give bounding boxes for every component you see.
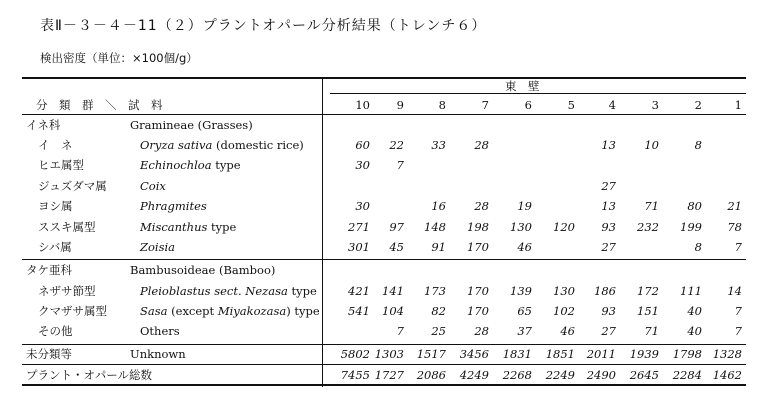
table-cell: 10 [644, 138, 659, 152]
table-cell: 2268 [502, 368, 532, 382]
row-label-ja: ヨシ属 [38, 199, 73, 213]
total-rule [22, 364, 746, 365]
table-cell: 4249 [459, 368, 489, 382]
sample-header: 9 [396, 98, 404, 112]
table-cell: 104 [382, 304, 404, 318]
table-cell: 2645 [629, 368, 659, 382]
table-cell: 170 [467, 240, 489, 254]
label-divider [322, 78, 323, 387]
table-cell: 2284 [672, 368, 702, 382]
row-label-ja: シバ属 [38, 240, 72, 254]
table-cell: 1462 [712, 368, 742, 382]
table-cell: 8 [694, 240, 702, 254]
header-rule [22, 114, 746, 115]
table-cell: 46 [560, 324, 575, 338]
group-header: 東 壁 [505, 79, 540, 93]
table-cell: 7 [734, 240, 742, 254]
table-cell: 27 [601, 179, 616, 193]
row-label-ja: プラント・オパール総数 [26, 368, 153, 382]
sample-header: 5 [567, 98, 575, 112]
row-label-ja: イネ科 [26, 118, 61, 132]
table-cell: 40 [687, 304, 702, 318]
row-label-en-part: Bambusoideae (Bamboo) [130, 263, 276, 277]
bamboo-rule [22, 259, 746, 260]
table-cell: 301 [348, 240, 370, 254]
row-label-ja: タケ亜科 [26, 263, 72, 277]
row-label-en [130, 347, 186, 361]
table-cell: 13 [601, 138, 616, 152]
row-label-en-part: Gramineae (Grasses) [130, 118, 253, 132]
row-label-en-part: Sasa [140, 304, 172, 318]
table-cell: 2490 [586, 368, 616, 382]
table-cell: 46 [517, 240, 532, 254]
row-label-ja: その他 [38, 324, 73, 338]
row-label-ja: ネザサ節型 [38, 284, 96, 298]
row-label-en [140, 199, 207, 213]
table-cell: 1831 [502, 347, 532, 361]
table-cell: 19 [517, 199, 532, 213]
table-cell: 7455 [340, 368, 370, 382]
table-cell: 7 [734, 324, 742, 338]
table-cell: 1798 [672, 347, 702, 361]
table-cell: 120 [553, 220, 575, 234]
row-label-en-part: type [287, 284, 317, 298]
row-label-en [140, 158, 241, 172]
table-cell: 130 [510, 220, 532, 234]
row-label-en-part: type [211, 158, 241, 172]
row-label-en-part: Miscanthus [140, 220, 208, 234]
row-label-ja: 未分類等 [26, 347, 72, 361]
table-cell: 170 [467, 284, 489, 298]
row-label-en-part: Miyakozasa [217, 304, 287, 318]
row-label-ja: ヒエ属型 [38, 158, 84, 172]
row-label-en-part: Pleioblastus sect. Nezasa [140, 284, 288, 298]
table-cell: 25 [431, 324, 446, 338]
table-cell: 71 [644, 199, 659, 213]
unit-label: 検出密度（単位：×100個/g） [40, 51, 198, 65]
table-cell: 7 [396, 324, 404, 338]
table-cell: 37 [517, 324, 532, 338]
table-cell: 30 [355, 199, 370, 213]
table-cell: 93 [601, 220, 616, 234]
table-cell: 1517 [416, 347, 446, 361]
row-label-ja: イ ネ [38, 138, 73, 152]
table-cell: 173 [424, 284, 446, 298]
table-cell: 16 [431, 199, 446, 213]
table-cell: 93 [601, 304, 616, 318]
row-label-en-part: Unknown [130, 347, 186, 361]
table-cell: 97 [389, 220, 404, 234]
table-cell: 13 [601, 199, 616, 213]
row-label-ja: クマザサ属型 [38, 304, 107, 318]
table-cell: 14 [727, 284, 742, 298]
table-title: 表Ⅱ－３－４－11（２）プラントオパール分析結果（トレンチ６） [40, 18, 487, 34]
table-cell: 421 [348, 284, 370, 298]
row-label-en-part: (except [171, 304, 218, 318]
row-label-en [140, 179, 166, 193]
table-cell: 102 [553, 304, 575, 318]
table-cell: 2086 [416, 368, 446, 382]
row-label-en-part: Phragmites [140, 199, 207, 213]
table-cell: 5802 [340, 347, 370, 361]
row-label-en-part: type [207, 220, 237, 234]
row-label-ja: ジュズダマ属 [38, 179, 107, 193]
table-cell: 45 [389, 240, 404, 254]
sample-header: 3 [651, 98, 659, 112]
row-label-en-part: Echinochloa [140, 158, 212, 172]
row-label-en [140, 324, 180, 338]
table-cell: 78 [727, 220, 742, 234]
group-rule [330, 93, 746, 94]
table-cell: 1303 [374, 347, 404, 361]
table-cell: 71 [644, 324, 659, 338]
table-cell: 111 [680, 284, 702, 298]
row-label-en [140, 240, 175, 254]
row-label-en-part: Coix [140, 179, 166, 193]
table-cell: 28 [474, 138, 489, 152]
table-cell: 172 [637, 284, 659, 298]
table-cell: 82 [431, 304, 446, 318]
table-cell: 1328 [712, 347, 742, 361]
table-cell: 130 [553, 284, 575, 298]
table-cell: 21 [727, 199, 742, 213]
sample-header: 7 [481, 98, 489, 112]
unknown-rule [22, 344, 746, 345]
table-cell: 2249 [545, 368, 575, 382]
row-label-en [140, 138, 304, 152]
table-cell: 1851 [545, 347, 575, 361]
table-cell: 7 [396, 158, 404, 172]
row-label-en-part: Oryza sativa [140, 138, 213, 152]
table-cell: 186 [594, 284, 616, 298]
row-label-en [130, 263, 275, 277]
row-label-en [140, 304, 320, 318]
table-cell: 170 [467, 304, 489, 318]
table-cell: 271 [348, 220, 370, 234]
table-cell: 30 [355, 158, 370, 172]
sample-header: 6 [524, 98, 532, 112]
table-cell: 141 [382, 284, 404, 298]
table-cell: 33 [431, 138, 446, 152]
sample-header: 8 [438, 98, 446, 112]
table-cell: 148 [424, 220, 446, 234]
table-cell: 8 [694, 138, 702, 152]
table-cell: 1939 [629, 347, 659, 361]
row-label-en-part: Zoisia [140, 240, 176, 254]
table-cell: 232 [637, 220, 659, 234]
sample-header: 10 [355, 98, 370, 112]
table-cell: 65 [517, 304, 532, 318]
table-cell: 3456 [459, 347, 489, 361]
row-label-header: 分 類 群 ＼ 試 料 [36, 98, 163, 112]
table-cell: 27 [601, 240, 616, 254]
bottom-rule [22, 384, 746, 386]
table-cell: 28 [474, 199, 489, 213]
table-cell: 28 [474, 324, 489, 338]
table-cell: 7 [734, 304, 742, 318]
table-cell: 80 [687, 199, 702, 213]
table-cell: 151 [637, 304, 659, 318]
table-cell: 1727 [374, 368, 404, 382]
table-cell: 199 [680, 220, 702, 234]
table-cell: 27 [601, 324, 616, 338]
table-cell: 60 [355, 138, 370, 152]
table-cell: 541 [348, 304, 370, 318]
row-label-ja: ススキ属型 [38, 220, 96, 234]
table-cell: 40 [687, 324, 702, 338]
top-rule [22, 77, 746, 79]
row-label-en-part: ) type [286, 304, 320, 318]
table-cell: 198 [467, 220, 489, 234]
table-cell: 91 [431, 240, 446, 254]
table-cell: 22 [389, 138, 404, 152]
table-cell: 139 [510, 284, 532, 298]
row-label-en [140, 284, 317, 298]
table-cell: 2011 [586, 347, 616, 361]
row-label-en [140, 220, 236, 234]
sample-header: 2 [694, 98, 702, 112]
sample-header: 4 [608, 98, 616, 112]
sample-header: 1 [734, 98, 742, 112]
row-label-en-part: (domestic rice) [212, 138, 304, 152]
row-label-en-part: Others [140, 324, 180, 338]
row-label-en [130, 118, 253, 132]
